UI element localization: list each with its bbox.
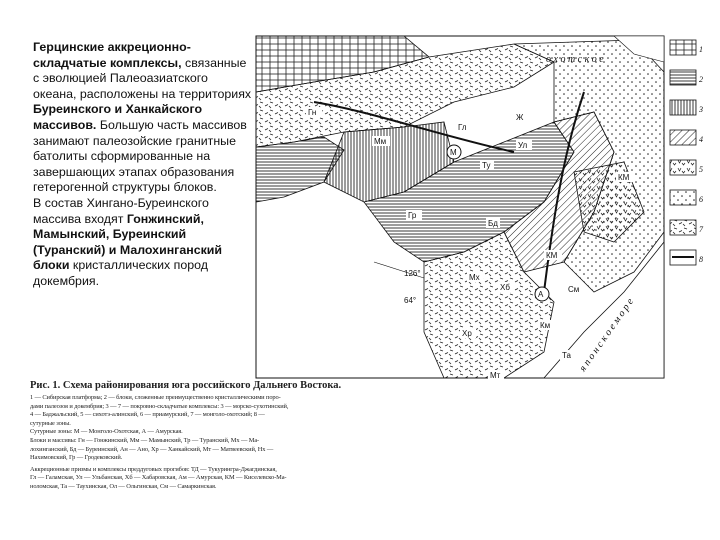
- label-mh: Мх: [469, 273, 480, 282]
- map-svg: [254, 32, 669, 382]
- label-tu: Ту: [482, 161, 491, 170]
- meridian-label: 126°: [404, 269, 421, 278]
- label-bd: Бд: [488, 219, 498, 228]
- legend-num-1: 1: [699, 45, 703, 54]
- legend-svg: [668, 38, 708, 268]
- legend-num-4: 4: [699, 135, 703, 144]
- text-bold-heading: Герцинские аккреционно-складчатые комплексы,: [33, 40, 191, 70]
- label-ul: Ул: [518, 141, 528, 150]
- label-km2: КМ: [546, 251, 558, 260]
- caption-line: ноломская, Та — Таухинская, Ол — Ольгинская, См — Самаркинская.: [30, 482, 217, 490]
- label-mm: Мм: [374, 137, 387, 146]
- description-text: [33, 40, 253, 290]
- label-sm: См: [568, 285, 580, 294]
- caption-line: сутурные зоны.: [30, 419, 71, 427]
- label-ta: Та: [562, 351, 571, 360]
- legend-num-6: 6: [699, 195, 703, 204]
- label-hr: Хр: [462, 329, 472, 338]
- legend-num-8: 8: [699, 255, 703, 264]
- paragraph-1: [33, 40, 253, 196]
- caption-line: Сутурные зоны: М — Монголо-Охотская, А — Амурская.: [30, 428, 183, 436]
- label-zh: Ж: [516, 113, 524, 122]
- legend-swatch-2: [670, 70, 696, 85]
- caption-line: 1 — Сибирская платформа; 2 — блоки, сложенные преимущественно кристаллическими поро-: [30, 394, 281, 401]
- label-a: А: [538, 290, 544, 299]
- label-mt: Мт: [490, 371, 501, 380]
- text-run: связанные с эволюцией Палеоазиатского океана, расположены на территориях: [33, 55, 252, 101]
- text-run: В состав Хингано-Буреинского массива входят: [33, 195, 209, 226]
- legend-swatch-6: [670, 190, 696, 205]
- geologic-map: [254, 32, 669, 382]
- caption-line: Гл — Галамская, Ул — Ульбанская, Хб — Хабаровская, Ам — Амурская, КМ — Киселевско-Ма-: [30, 474, 287, 482]
- label-hb: Хб: [500, 283, 510, 292]
- caption-title: Рис. 1. Схема районирования юга российского Дальнего Востока.: [30, 380, 342, 391]
- caption-line: Нахимовский, Гр — Гродековский.: [30, 454, 123, 462]
- caption-line: Блоки и массивы: Гн — Гонжинский, Мм — Мамынский, Тр — Туранский, Мх — Ма-: [30, 436, 260, 444]
- text-bold-massifs: Буреинского и Ханкайского массивов.: [33, 102, 203, 132]
- sea-okhotsk-label: о х о т с к о е: [546, 54, 604, 65]
- label-gl: Гл: [458, 123, 467, 132]
- label-gr: Гр: [408, 211, 417, 220]
- label-km3: Км: [540, 321, 551, 330]
- legend-swatch-7: [670, 220, 696, 235]
- legend-num-7: 7: [699, 225, 703, 234]
- legend-num-3: 3: [699, 105, 703, 114]
- legend-swatch-5: [670, 160, 696, 175]
- paragraph-2: [33, 196, 253, 290]
- label-km1: КМ: [618, 173, 630, 182]
- legend-swatch-4: [670, 130, 696, 145]
- legend-num-5: 5: [699, 165, 703, 174]
- caption-line: 4 — Баджальский, 5 — сихотэ-алинский, 6 — приамурский, 7 — монголо-охотский; 8 —: [30, 411, 265, 419]
- text-bold-blocks: Гонжинский, Мамынский, Буреинский (Туранский) и Малохинганский блоки: [33, 211, 223, 273]
- caption-line: лохинганский, Бд — Буреинский, Ан — Ано, Хр — Ханкайский, Мт — Матвеевский, Нх —: [30, 445, 274, 453]
- caption-line: Аккреционные призмы и комплексы преддуговых прогибов: ТД — Тукурингра-Джагдинская,: [30, 465, 277, 473]
- caption-line: дами палеозоя и докембрия; 3 — 7 — покровно-складчатые комплексы: 3 — морско-сухотинский,: [30, 402, 289, 410]
- text-run: Большую часть массивов занимают палеозойские гранитные батолиты сформированные на завершающих этапах образования гетерогенной структуры блоков.: [33, 117, 247, 195]
- legend-num-2: 2: [699, 75, 703, 84]
- label-gn: Гн: [308, 108, 317, 117]
- text-run: кристаллических пород докембрия.: [33, 258, 209, 288]
- label-m: М: [450, 148, 457, 157]
- legend-swatch-1: [670, 40, 696, 55]
- map-legend: [668, 38, 708, 268]
- figure-caption: [30, 380, 398, 492]
- legend-swatch-3: [670, 100, 696, 115]
- sea-japan-label: я п о н с к о е м о р е: [577, 296, 637, 374]
- parallel-label: 64°: [404, 296, 417, 305]
